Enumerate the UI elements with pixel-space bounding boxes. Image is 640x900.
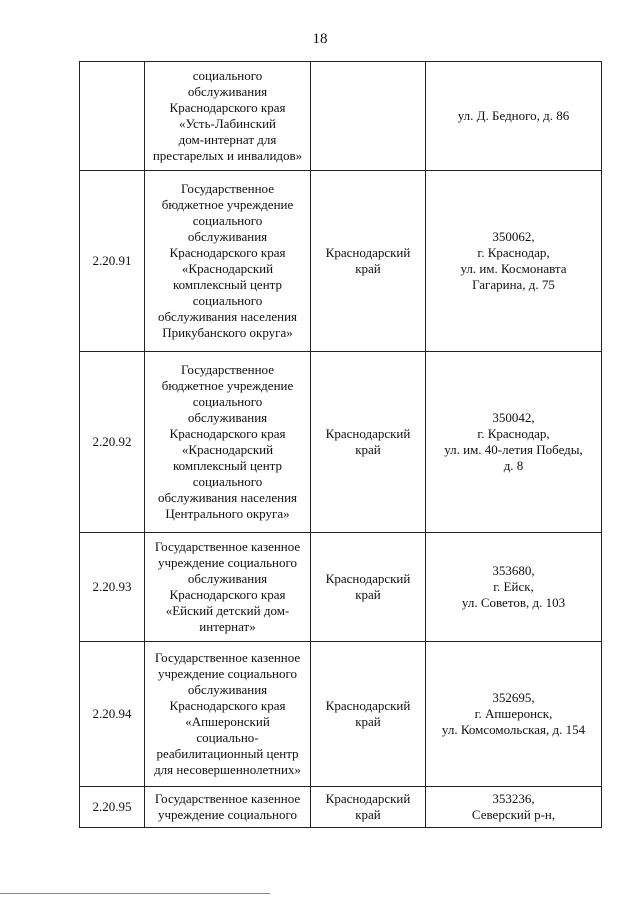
institutions-table (79, 61, 602, 828)
cell-number: 2.20.93 (80, 533, 145, 642)
table-row (80, 62, 602, 171)
cell-number: 2.20.92 (80, 352, 145, 533)
cell-number: 2.20.91 (80, 171, 145, 352)
cell-address: ул. Д. Бедного, д. 86 (426, 62, 602, 171)
cell-number: 2.20.94 (80, 642, 145, 787)
page-number: 18 (312, 31, 328, 47)
cell-region: Краснодарский край (311, 352, 426, 533)
cell-institution-name: Государственное бюджетное учреждение социального обслуживания Краснодарского края «Краснодарский комплексный центр социального обслуживания населения Центрального округа» (145, 352, 311, 533)
cell-region (311, 62, 426, 171)
cell-region: Краснодарский край (311, 171, 426, 352)
table-row (80, 787, 602, 828)
cell-region: Краснодарский край (311, 642, 426, 787)
cell-institution-name: Государственное казенное учреждение социального (145, 787, 311, 828)
cell-institution-name: социального обслуживания Краснодарского края «Усть-Лабинский дом-интернат для престарелых и инвалидов» (145, 62, 311, 171)
table-row (80, 533, 602, 642)
cell-institution-name: Государственное бюджетное учреждение социального обслуживания Краснодарского края «Краснодарский комплексный центр социального обслуживания населения Прикубанского округа» (145, 171, 311, 352)
cell-institution-name: Государственное казенное учреждение социального обслуживания Краснодарского края «Апшеронский социально- реабилитационный центр для несовершеннолетних» (145, 642, 311, 787)
cell-number: 2.20.95 (80, 787, 145, 828)
cell-address: 350062, г. Краснодар, ул. им. Космонавта Гагарина, д. 75 (426, 171, 602, 352)
cell-region: Краснодарский край (311, 533, 426, 642)
cell-address: 353680, г. Ейск, ул. Советов, д. 103 (426, 533, 602, 642)
cell-address: 353236, Северский р-н, (426, 787, 602, 828)
table-row (80, 642, 602, 787)
table-row (80, 352, 602, 533)
scan-edge-line (0, 893, 270, 894)
cell-address: 350042, г. Краснодар, ул. им. 40-летия Победы, д. 8 (426, 352, 602, 533)
cell-region: Краснодарский край (311, 787, 426, 828)
table-row (80, 171, 602, 352)
cell-institution-name: Государственное казенное учреждение социального обслуживания Краснодарского края «Ейский детский дом- интернат» (145, 533, 311, 642)
cell-number (80, 62, 145, 171)
cell-address: 352695, г. Апшеронск, ул. Комсомольская, д. 154 (426, 642, 602, 787)
